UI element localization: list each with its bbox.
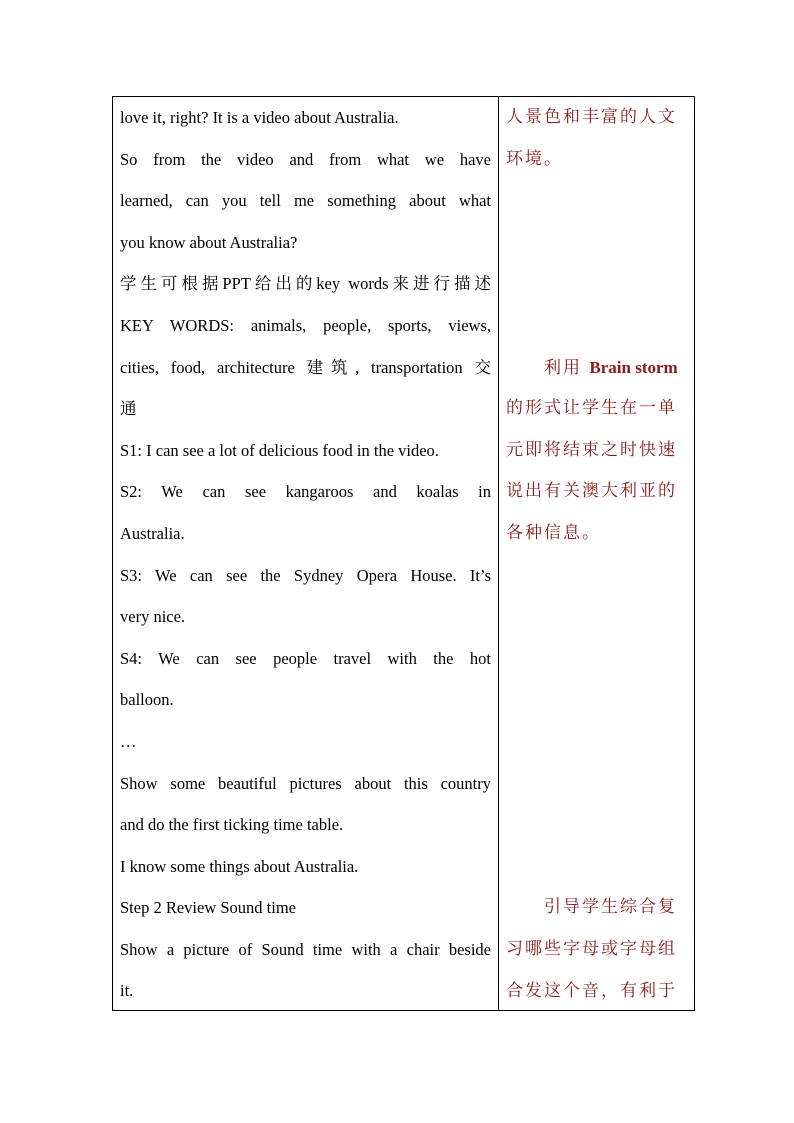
text-line: very nice.: [120, 607, 186, 627]
text-line: So from the video and from what we have: [120, 149, 491, 169]
text-line: and do the first ticking time table.: [120, 815, 344, 835]
text-line: S2: We can see kangaroos and koalas in: [120, 482, 491, 502]
brainstorm-term: Brain storm: [589, 357, 678, 377]
text-line: KEY WORDS: animals, people, sports, views,: [120, 315, 491, 335]
note-line: 元即将结束之时快速: [506, 439, 677, 460]
text-line: S1: I can see a lot of delicious food in the video.: [120, 440, 439, 460]
text-line: S3: We can see the Sydney Opera House. It’s: [120, 565, 491, 585]
note-line: 环境。: [506, 148, 563, 169]
column-divider: [498, 96, 499, 1011]
note-line: 人景色和丰富的人文: [506, 107, 677, 127]
text-line: I know some things about Australia.: [120, 856, 359, 876]
text-line: 学生可根据PPT给出的key words来进行描述: [120, 274, 491, 294]
text-line: Australia.: [120, 523, 185, 543]
text-line: Show a picture of Sound time with a chair beside: [120, 939, 491, 959]
teaching-process-column: [120, 97, 491, 1012]
note-line: 习哪些字母或字母组: [506, 939, 677, 959]
text-line: balloon.: [120, 690, 174, 710]
note-line: 引导学生综合复: [544, 897, 677, 918]
brainstorm-note: [506, 347, 689, 389]
note-line: 合发这个音，有利于: [506, 980, 677, 1001]
step-heading: Step 2 Review Sound time: [120, 898, 296, 918]
text-line: you know about Australia?: [120, 232, 298, 252]
note-text: 利用: [544, 357, 582, 378]
note-line: 的形式让学生在一单: [506, 398, 677, 419]
text-line: learned, can you tell me something about what: [120, 191, 491, 211]
text-line: it.: [120, 981, 134, 1001]
text-line: love it, right? It is a video about Australia.: [120, 108, 399, 127]
note-line: 说出有关澳大利亚的: [506, 481, 677, 502]
text-line: 通: [120, 399, 137, 419]
text-line: cities, food, architecture 建筑, transportation 交: [120, 357, 491, 377]
text-line: Show some beautiful pictures about this country: [120, 773, 491, 793]
text-line: S4: We can see people travel with the hot: [120, 648, 491, 668]
note-line: 各种信息。: [506, 523, 601, 543]
text-line: …: [120, 731, 137, 751]
